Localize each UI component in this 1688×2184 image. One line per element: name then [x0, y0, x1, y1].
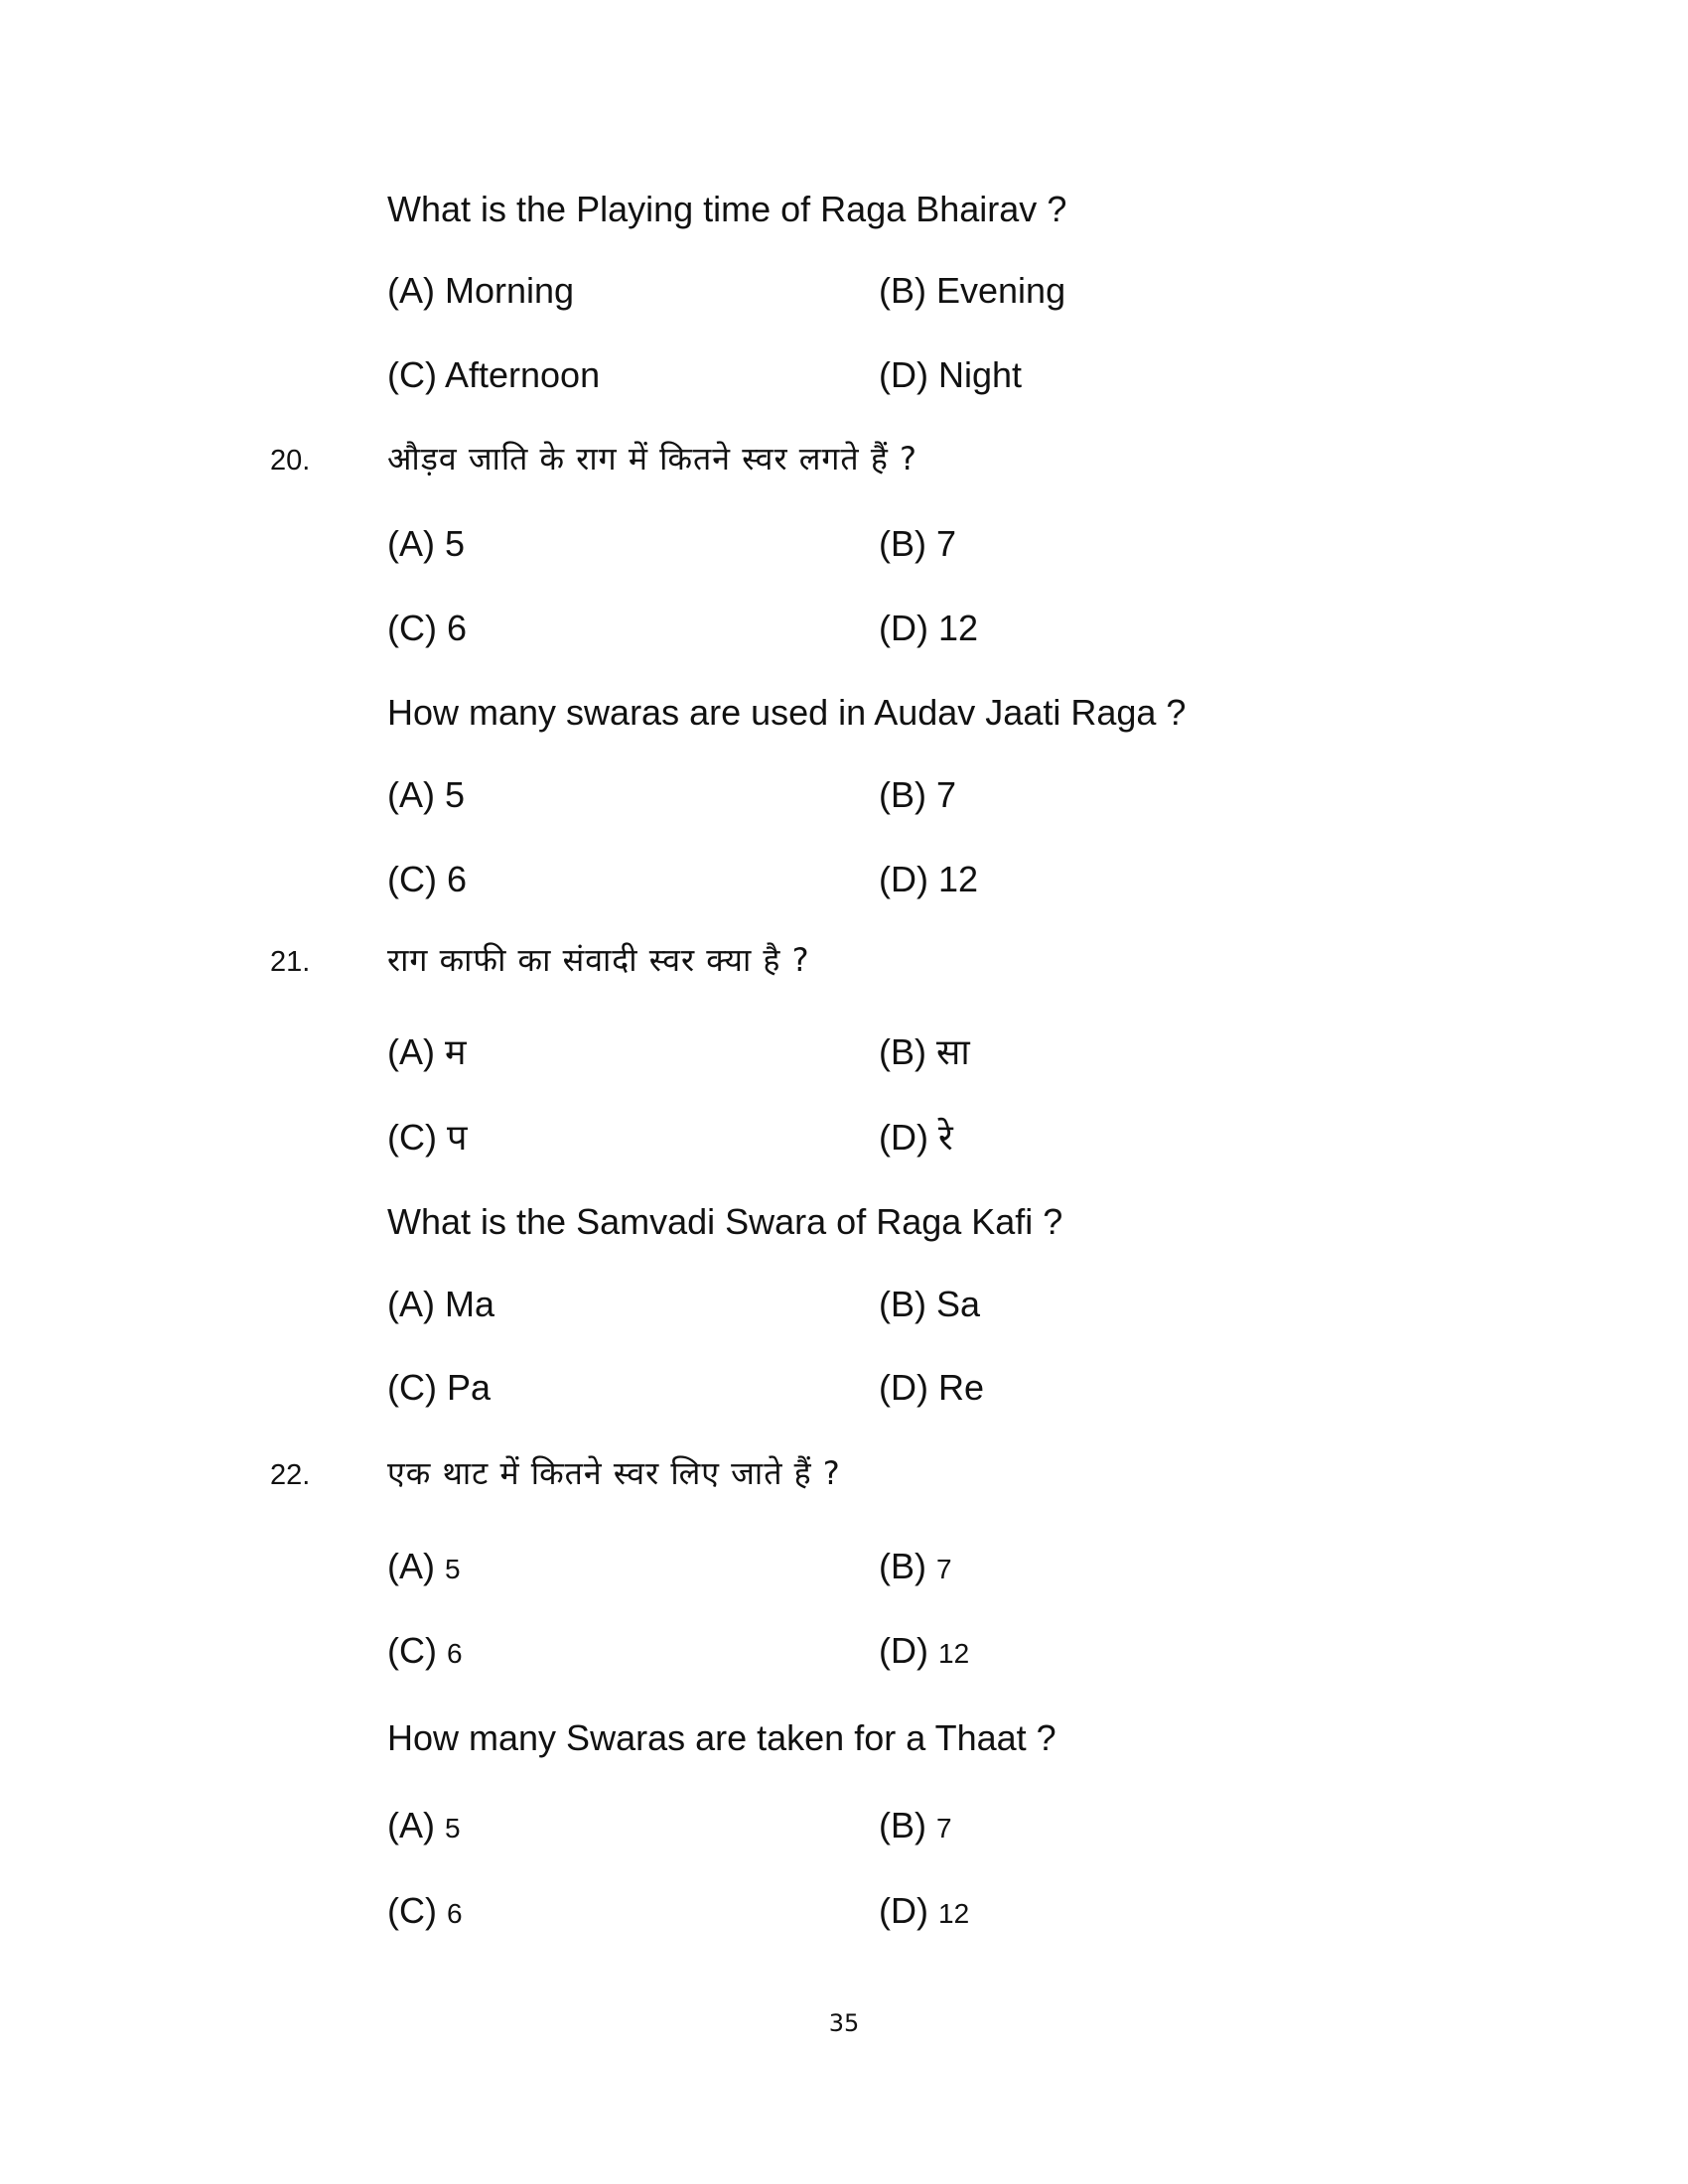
question-20-english-option-d: (D) 12 — [879, 859, 979, 899]
question-19-option-c: (C) Afternoon — [387, 354, 601, 395]
question-22-hindi-text: एक थाट में कितने स्वर लिए जाते हैं ? — [387, 1454, 841, 1492]
option-label: (A) — [387, 1805, 435, 1845]
question-20-number: 20. — [270, 445, 311, 477]
option-label: (D) — [879, 1890, 928, 1931]
question-20-english-option-a: (A) 5 — [387, 774, 466, 815]
question-21-hindi-option-c: (C) प — [387, 1117, 468, 1158]
question-20-english-text: How many swaras are used in Audav Jaati Raga ? — [387, 692, 1187, 733]
question-21-hindi-option-b: (B) सा — [879, 1031, 970, 1072]
option-label: (A) — [387, 1546, 435, 1586]
question-22-hindi-option-a — [387, 1546, 461, 1586]
question-21-hindi-option-d: (D) रे — [879, 1117, 953, 1158]
option-value: 7 — [936, 1554, 952, 1584]
question-22-hindi-option-d — [879, 1630, 970, 1671]
question-22-english-option-b — [879, 1805, 952, 1845]
option-value: 12 — [938, 1898, 970, 1929]
page-number: 35 — [828, 2009, 860, 2037]
option-value: 5 — [445, 1813, 461, 1843]
question-22-english-option-d — [879, 1890, 970, 1931]
question-19-option-b: (B) Evening — [879, 270, 1066, 311]
question-19-english-text: What is the Playing time of Raga Bhairav ? — [387, 189, 1067, 229]
option-label: (B) — [879, 1805, 926, 1845]
question-21-english-option-b: (B) Sa — [879, 1284, 981, 1324]
question-22-english-option-a — [387, 1805, 461, 1845]
question-21-number: 21. — [270, 946, 311, 978]
option-label: (D) — [879, 1630, 928, 1671]
question-22-hindi-option-b — [879, 1546, 952, 1586]
question-22-hindi-option-c — [387, 1630, 463, 1671]
question-22-number: 22. — [270, 1459, 311, 1491]
question-21-english-option-c: (C) Pa — [387, 1367, 492, 1408]
question-21-english-option-d: (D) Re — [879, 1367, 984, 1408]
option-label: (B) — [879, 1546, 926, 1586]
option-value: 12 — [938, 1638, 970, 1669]
question-21-english-text: What is the Samvadi Swara of Raga Kafi ? — [387, 1201, 1063, 1242]
question-20-english-option-c: (C) 6 — [387, 859, 467, 899]
question-21-hindi-text: राग काफी का संवादी स्वर क्या है ? — [387, 941, 810, 979]
question-20-hindi-option-b: (B) 7 — [879, 523, 957, 564]
option-value: 5 — [445, 1554, 461, 1584]
question-19-option-d: (D) Night — [879, 354, 1023, 395]
question-21-english-option-a: (A) Ma — [387, 1284, 494, 1324]
option-label: (C) — [387, 1630, 437, 1671]
question-22-english-option-c — [387, 1890, 463, 1931]
question-21-hindi-option-a: (A) म — [387, 1031, 467, 1072]
option-value: 6 — [447, 1638, 463, 1669]
question-20-hindi-option-a: (A) 5 — [387, 523, 466, 564]
question-20-hindi-option-d: (D) 12 — [879, 608, 979, 648]
question-20-hindi-option-c: (C) 6 — [387, 608, 467, 648]
question-19-option-a: (A) Morning — [387, 270, 575, 311]
option-label: (C) — [387, 1890, 437, 1931]
option-value: 6 — [447, 1898, 463, 1929]
question-20-english-option-b: (B) 7 — [879, 774, 957, 815]
option-value: 7 — [936, 1813, 952, 1843]
question-20-hindi-text: औड़व जाति के राग में कितने स्वर लगते हैं ? — [387, 440, 917, 478]
question-22-english-text: How many Swaras are taken for a Thaat ? — [387, 1717, 1056, 1758]
